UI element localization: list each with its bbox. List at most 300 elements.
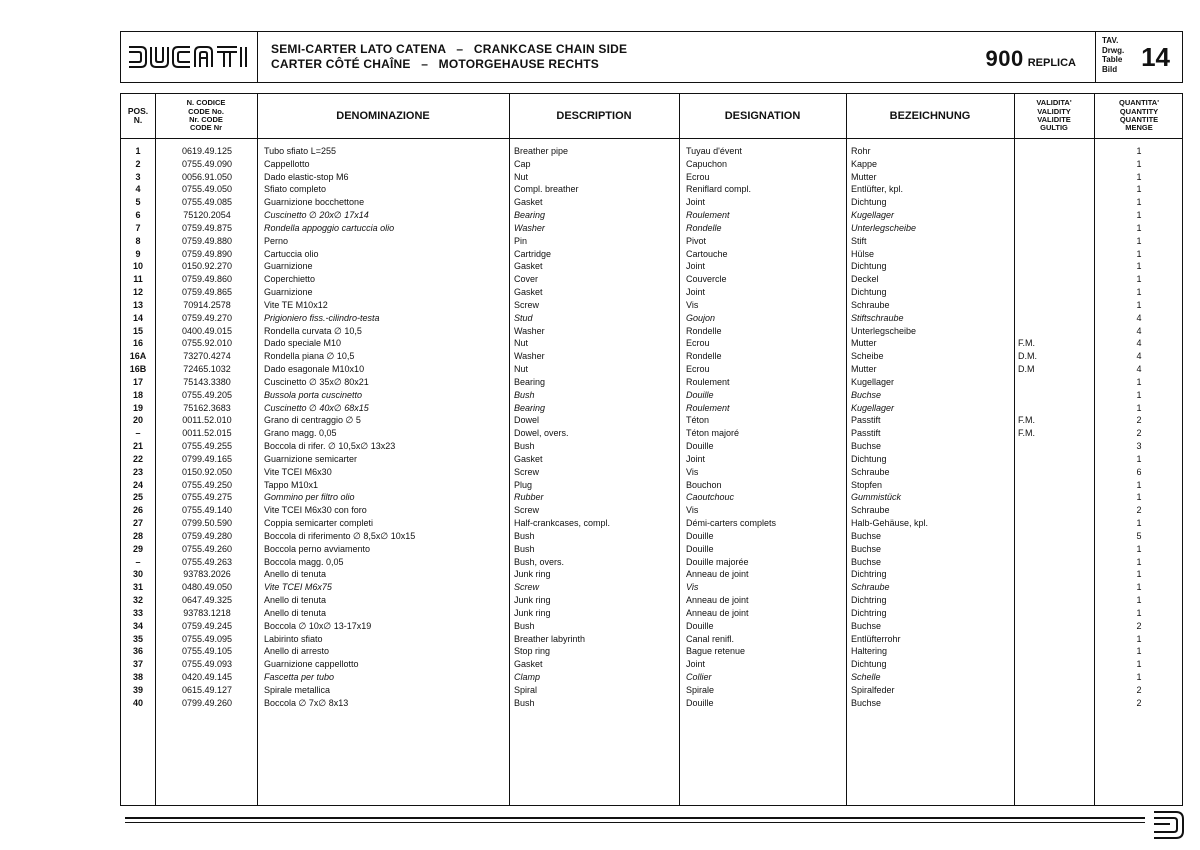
cell-it: Grano magg. 0,05 <box>264 428 337 439</box>
cell-pos: 30 <box>132 569 143 580</box>
cell-qty: 1 <box>1136 222 1142 233</box>
cell-de: Schraube <box>851 299 890 310</box>
cell-qty: 1 <box>1136 171 1142 182</box>
cell-it: Guarnizione bocchettone <box>264 197 365 208</box>
table-row <box>121 286 1182 299</box>
cell-code: 0150.92.050 <box>181 466 233 477</box>
cell-pos: 16B <box>129 364 147 375</box>
cell-fr: Démi-carters complets <box>686 518 777 529</box>
cell-pos: 22 <box>132 453 143 464</box>
cell-code: 75162.3683 <box>183 402 231 413</box>
cell-de: Schelle <box>851 672 881 683</box>
cell-code: 0755.49.085 <box>181 197 233 208</box>
cell-val: F.M. <box>1018 428 1035 439</box>
cell-de: Dichtung <box>851 659 887 670</box>
cell-pos: 27 <box>132 518 143 529</box>
cell-en: Gasket <box>514 197 543 208</box>
cell-pos: 19 <box>132 402 143 413</box>
cell-en: Gasket <box>514 287 543 298</box>
cell-code: 70914.2578 <box>183 299 231 310</box>
cell-en: Junk ring <box>514 569 551 580</box>
cell-pos: – <box>135 556 141 567</box>
cell-de: Dichtring <box>851 595 887 606</box>
parts-table <box>120 93 1183 806</box>
cell-de: Halb-Gehäuse, kpl. <box>851 518 929 529</box>
cell-pos: 32 <box>132 595 143 606</box>
table-row <box>121 440 1182 453</box>
model-name <box>986 46 1077 72</box>
cell-pos: 11 <box>133 274 143 285</box>
cell-fr: Couvercle <box>686 274 727 285</box>
table-row <box>121 196 1182 209</box>
cell-code: 73270.4274 <box>183 351 231 362</box>
cell-fr: Anneau de joint <box>686 595 749 606</box>
table-row <box>121 273 1182 286</box>
cell-pos: 5 <box>135 197 141 208</box>
cell-it: Coperchietto <box>264 274 316 285</box>
cell-en: Screw <box>514 466 540 477</box>
table-row <box>121 453 1182 466</box>
cell-qty: 3 <box>1136 441 1142 452</box>
cell-qty: 4 <box>1136 338 1142 349</box>
cell-code: 0615.49.127 <box>181 684 233 695</box>
cell-code: 0759.49.880 <box>181 235 233 246</box>
cell-fr: Ecrou <box>686 364 710 375</box>
table-row <box>121 504 1182 517</box>
cell-fr: Bouchon <box>686 479 722 490</box>
cell-it: Boccola di riferimento ∅ 8,5x∅ 10x15 <box>264 530 416 541</box>
cell-code: 0799.49.165 <box>181 453 233 464</box>
cell-fr: Téton <box>686 415 710 426</box>
table-row <box>121 607 1182 620</box>
cell-qty: 1 <box>1136 376 1142 387</box>
cell-de: Dichtung <box>851 287 887 298</box>
cell-qty: 2 <box>1136 684 1142 695</box>
cell-pos: 33 <box>132 607 143 618</box>
cell-en: Nut <box>514 364 529 375</box>
cell-fr: Ecrou <box>686 338 710 349</box>
model-number: 900 <box>985 46 1024 71</box>
table-row <box>121 530 1182 543</box>
cell-en: Washer <box>514 222 545 233</box>
cell-fr: Bague retenue <box>686 646 746 657</box>
cell-code: 0150.92.270 <box>181 261 233 272</box>
cell-en: Cover <box>514 274 539 285</box>
cell-de: Spiralfeder <box>851 684 895 695</box>
cell-code: 0759.49.270 <box>181 312 233 323</box>
cell-pos: 20 <box>132 415 143 426</box>
cell-en: Nut <box>514 338 529 349</box>
cell-code: 0759.49.875 <box>181 222 233 233</box>
cell-it: Guarnizione cappellotto <box>264 659 359 670</box>
cell-it: Vite TCEI M6x30 <box>264 466 332 477</box>
cell-pos: 39 <box>132 684 143 695</box>
cell-fr: Rondelle <box>686 351 722 362</box>
cell-it: Vite TE M10x12 <box>264 299 328 310</box>
cell-de: Entlüfterrohr <box>851 633 901 644</box>
table-row <box>121 389 1182 402</box>
page-title <box>271 42 627 72</box>
cell-fr: Roulement <box>686 210 730 221</box>
cell-fr: Joint <box>686 197 706 208</box>
cell-qty: 4 <box>1136 325 1142 336</box>
cell-fr: Collier <box>686 672 712 683</box>
cell-it: Vite TCEI M6x30 con foro <box>264 505 367 516</box>
cell-fr: Douille <box>686 441 714 452</box>
footer-rule <box>125 817 1145 819</box>
cell-qty: 6 <box>1136 466 1142 477</box>
cell-qty: 1 <box>1136 569 1142 580</box>
cell-en: Dowel <box>514 415 540 426</box>
cell-pos: 36 <box>132 646 143 657</box>
cell-fr: Douille <box>686 620 714 631</box>
cell-pos: 28 <box>132 530 143 541</box>
cell-fr: Téton majoré <box>686 428 740 439</box>
cell-qty: 4 <box>1136 351 1142 362</box>
table-row <box>121 350 1182 363</box>
cell-pos: 37 <box>132 659 143 670</box>
cell-pos: 7 <box>135 222 141 233</box>
cell-de: Buchse <box>851 389 882 400</box>
cell-de: Rohr <box>851 146 871 156</box>
cell-de: Dichtung <box>851 453 887 464</box>
col-header-code: N. CODICE CODE No. Nr. CODE CODE Nr <box>186 98 226 133</box>
cell-en: Bush <box>514 530 535 541</box>
cell-de: Buchse <box>851 543 882 554</box>
cell-code: 0755.49.090 <box>181 158 233 169</box>
cell-it: Cuscinetto ∅ 20x∅ 17x14 <box>264 210 369 221</box>
cell-qty: 1 <box>1136 299 1142 310</box>
cell-en: Rubber <box>514 492 544 503</box>
cell-fr: Douille <box>686 530 714 541</box>
cell-pos: 16A <box>129 351 147 362</box>
cell-en: Half-crankcases, compl. <box>514 518 611 529</box>
cell-it: Bussola porta cuscinetto <box>264 389 363 400</box>
cell-qty: 1 <box>1136 274 1142 285</box>
cell-code: 0056.91.050 <box>181 171 233 182</box>
cell-de: Dichtring <box>851 607 887 618</box>
cell-qty: 5 <box>1136 530 1142 541</box>
col-header-bezeichnung: BEZEICHNUNG <box>889 110 971 122</box>
cell-it: Guarnizione semicarter <box>264 453 358 464</box>
cell-it: Coppia semicarter completi <box>264 518 374 529</box>
cell-en: Stop ring <box>514 646 551 657</box>
title-line-2: CARTER CÔTÉ CHAÎNE – MOTORGEHAUSE RECHTS <box>271 57 599 71</box>
table-row <box>121 235 1182 248</box>
cell-fr: Douille <box>686 697 714 708</box>
cell-val: F.M. <box>1018 338 1035 349</box>
table-number: 14 <box>1141 42 1170 72</box>
table-row <box>121 260 1182 273</box>
cell-de: Stopfen <box>851 479 883 490</box>
cell-fr: Reniflard compl. <box>686 184 752 195</box>
cell-qty: 1 <box>1136 287 1142 298</box>
table-row <box>121 145 1182 158</box>
cell-fr: Capuchon <box>686 158 728 169</box>
table-row <box>121 581 1182 594</box>
cell-pos: 29 <box>132 543 143 554</box>
cell-en: Nut <box>514 171 529 182</box>
cell-code: 0755.49.140 <box>181 505 233 516</box>
cell-qty: 1 <box>1136 261 1142 272</box>
cell-code: 0759.49.860 <box>181 274 233 285</box>
cell-qty: 1 <box>1136 184 1142 195</box>
table-row <box>121 248 1182 261</box>
cell-en: Breather labyrinth <box>514 633 586 644</box>
cell-en: Bush, overs. <box>514 556 565 567</box>
cell-it: Rondella curvata ∅ 10,5 <box>264 325 362 336</box>
cell-it: Boccola ∅ 10x∅ 13-17x19 <box>264 620 372 631</box>
ducati-logo-icon <box>127 43 251 71</box>
table-row <box>121 645 1182 658</box>
cell-qty: 1 <box>1136 633 1142 644</box>
cell-fr: Douille <box>686 543 714 554</box>
cell-code: 0755.49.205 <box>181 389 233 400</box>
title-line-1: SEMI-CARTER LATO CATENA – CRANKCASE CHAIN SIDE <box>271 42 628 56</box>
table-row <box>121 594 1182 607</box>
cell-pos: 2 <box>135 158 141 169</box>
cell-en: Gasket <box>514 261 543 272</box>
cell-code: 0647.49.325 <box>181 595 233 606</box>
cell-de: Scheibe <box>851 351 884 362</box>
cell-pos: 17 <box>132 376 143 387</box>
cell-en: Bearing <box>514 376 546 387</box>
cell-de: Stiftschraube <box>851 312 904 323</box>
cell-fr: Roulement <box>686 376 730 387</box>
cell-en: Plug <box>514 479 533 490</box>
cell-fr: Ecrou <box>686 171 710 182</box>
table-row <box>121 171 1182 184</box>
cell-it: Labirinto sfiato <box>264 633 323 644</box>
cell-qty: 1 <box>1136 556 1142 567</box>
cell-en: Washer <box>514 325 545 336</box>
cell-it: Tappo M10x1 <box>264 479 319 490</box>
cell-en: Bush <box>514 543 535 554</box>
cell-en: Pin <box>514 235 528 246</box>
table-row <box>121 209 1182 222</box>
cell-val: F.M. <box>1018 415 1035 426</box>
cell-it: Rondella piana ∅ 10,5 <box>264 351 355 362</box>
cell-fr: Rondelle <box>686 325 722 336</box>
cell-en: Junk ring <box>514 607 551 618</box>
table-row <box>121 633 1182 646</box>
cell-it: Boccola ∅ 7x∅ 8x13 <box>264 697 349 708</box>
cell-de: Gummistück <box>851 492 902 503</box>
cell-fr: Roulement <box>686 402 730 413</box>
cell-code: 93783.2026 <box>183 569 231 580</box>
cell-fr: Vis <box>686 299 699 310</box>
cell-fr: Anneau de joint <box>686 569 749 580</box>
cell-de: Stift <box>851 235 867 246</box>
cell-it: Cuscinetto ∅ 35x∅ 80x21 <box>264 376 369 387</box>
cell-de: Entlüfter, kpl. <box>851 184 904 195</box>
cell-qty: 1 <box>1136 210 1142 221</box>
cell-pos: 34 <box>132 620 143 631</box>
cell-de: Buchse <box>851 620 882 631</box>
cell-en: Bush <box>514 441 535 452</box>
cell-de: Schraube <box>851 466 890 477</box>
cell-it: Spirale metallica <box>264 684 331 695</box>
table-row <box>121 479 1182 492</box>
cell-qty: 1 <box>1136 479 1142 490</box>
cell-code: 75143.3380 <box>183 376 231 387</box>
cell-pos: 23 <box>132 466 143 477</box>
cell-it: Cuscinetto ∅ 40x∅ 68x15 <box>264 402 369 413</box>
table-row <box>121 222 1182 235</box>
cell-code: 0759.49.890 <box>181 248 233 259</box>
cell-code: 0755.49.093 <box>181 659 233 670</box>
cell-it: Dado speciale M10 <box>264 338 342 349</box>
table-row <box>121 620 1182 633</box>
cell-it: Guarnizione <box>264 261 313 272</box>
cell-code: 0755.49.275 <box>181 492 233 503</box>
cell-it: Vite TCEI M6x75 <box>264 582 332 593</box>
table-row <box>121 158 1182 171</box>
cell-de: Buchse <box>851 556 882 567</box>
cell-qty: 2 <box>1136 505 1142 516</box>
table-row <box>121 491 1182 504</box>
cell-code: 0011.52.010 <box>182 415 232 426</box>
cell-it: Dado elastic-stop M6 <box>264 171 349 182</box>
cell-it: Anello di arresto <box>264 646 330 657</box>
cell-pos: 13 <box>132 299 143 310</box>
cell-fr: Joint <box>686 453 706 464</box>
cell-code: 0799.49.260 <box>181 697 233 708</box>
cell-code: 0755.49.050 <box>181 184 233 195</box>
cell-de: Kugellager <box>851 210 895 221</box>
cell-qty: 1 <box>1136 672 1142 683</box>
cell-val: D.M <box>1018 364 1035 375</box>
model-variant: REPLICA <box>1027 57 1076 69</box>
cell-de: Buchse <box>851 530 882 541</box>
cell-fr: Caoutchouc <box>686 492 735 503</box>
cell-pos: 8 <box>135 235 141 246</box>
table-row <box>121 517 1182 530</box>
cell-qty: 4 <box>1136 364 1142 375</box>
cell-it: Anello di tenuta <box>264 607 327 618</box>
table-row <box>121 543 1182 556</box>
table-row <box>121 658 1182 671</box>
cell-en: Dowel, overs. <box>514 428 569 439</box>
cell-qty: 1 <box>1136 146 1142 156</box>
cell-code: 0011.52.015 <box>182 428 232 439</box>
cell-pos: 38 <box>132 672 143 683</box>
cell-code: 93783.1218 <box>183 607 231 618</box>
cell-pos: 9 <box>135 248 141 259</box>
cell-code: 0420.49.145 <box>181 672 233 683</box>
cell-code: 0755.49.095 <box>181 633 233 644</box>
cell-it: Prigioniero fiss.-cilindro-testa <box>264 312 380 323</box>
table-row <box>121 684 1182 697</box>
table-row <box>121 671 1182 684</box>
cell-de: Unterlegscheibe <box>851 325 917 336</box>
cell-it: Cappellotto <box>264 158 310 169</box>
cell-it: Boccola perno avviamento <box>264 543 371 554</box>
cell-qty: 2 <box>1136 415 1142 426</box>
cell-qty: 1 <box>1136 492 1142 503</box>
table-row <box>121 414 1182 427</box>
cell-de: Kappe <box>851 158 878 169</box>
cell-pos: 18 <box>132 389 143 400</box>
cell-code: 0755.49.250 <box>181 479 233 490</box>
table-row <box>121 568 1182 581</box>
table-row <box>121 376 1182 389</box>
cell-pos: – <box>135 428 141 439</box>
cell-pos: 3 <box>135 171 141 182</box>
cell-de: Kugellager <box>851 402 895 413</box>
cell-de: Mutter <box>851 338 877 349</box>
cell-de: Dichtring <box>851 569 887 580</box>
cell-fr: Anneau de joint <box>686 607 749 618</box>
cell-en: Washer <box>514 351 545 362</box>
col-header-quantity: QUANTITA' QUANTITY QUANTITE MENGE <box>1119 98 1159 133</box>
cell-pos: 15 <box>132 325 143 336</box>
cell-fr: Vis <box>686 582 699 593</box>
cell-pos: 16 <box>132 338 143 349</box>
cell-code: 0759.49.280 <box>181 530 233 541</box>
cell-en: Spiral <box>514 684 538 695</box>
cell-en: Screw <box>514 505 540 516</box>
cell-fr: Rondelle <box>686 222 722 233</box>
cell-it: Rondella appoggio cartuccia olio <box>264 222 395 233</box>
cell-en: Screw <box>514 299 540 310</box>
col-header-description: DESCRIPTION <box>556 110 632 122</box>
cell-code: 72465.1032 <box>183 364 231 375</box>
cell-de: Mutter <box>851 364 877 375</box>
cell-qty: 1 <box>1136 235 1142 246</box>
cell-qty: 1 <box>1136 607 1142 618</box>
table-row <box>121 402 1182 415</box>
cell-code: 75120.2054 <box>183 210 231 221</box>
col-header-denominazione: DENOMINAZIONE <box>336 110 430 122</box>
cell-pos: 21 <box>132 441 143 452</box>
cell-code: 0755.49.255 <box>181 441 233 452</box>
cell-en: Bearing <box>514 210 546 221</box>
cell-de: Mutter <box>851 171 877 182</box>
cell-pos: 31 <box>132 582 143 593</box>
cell-en: Compl. breather <box>514 184 579 195</box>
cell-pos: 40 <box>132 697 143 708</box>
cell-en: Cartridge <box>514 248 552 259</box>
cell-fr: Douille <box>686 389 714 400</box>
cell-qty: 1 <box>1136 595 1142 606</box>
cell-en: Bush <box>514 620 535 631</box>
cell-it: Grano di centraggio ∅ 5 <box>264 415 361 426</box>
cell-it: Anello di tenuta <box>264 569 327 580</box>
cell-en: Stud <box>514 312 533 323</box>
cell-qty: 1 <box>1136 659 1142 670</box>
cell-de: Unterlegscheibe <box>851 222 917 233</box>
cell-code: 0755.49.263 <box>181 556 233 567</box>
cell-pos: 35 <box>132 633 143 644</box>
cell-qty: 1 <box>1136 453 1142 464</box>
table-labels: TAV. Drwg. Table Bild <box>1102 36 1125 74</box>
table-row <box>121 183 1182 196</box>
cell-val: D.M. <box>1018 351 1037 362</box>
cell-code: 0755.49.260 <box>181 543 233 554</box>
cell-pos: 4 <box>135 184 141 195</box>
cell-en: Bush <box>514 389 535 400</box>
cell-qty: 1 <box>1136 518 1142 529</box>
table-row <box>121 325 1182 338</box>
table-row <box>121 299 1182 312</box>
cell-qty: 1 <box>1136 543 1142 554</box>
cell-qty: 1 <box>1136 582 1142 593</box>
cell-qty: 4 <box>1136 312 1142 323</box>
cell-fr: Cartouche <box>686 248 728 259</box>
cell-it: Gommino per filtro olio <box>264 492 355 503</box>
cell-pos: 25 <box>132 492 143 503</box>
